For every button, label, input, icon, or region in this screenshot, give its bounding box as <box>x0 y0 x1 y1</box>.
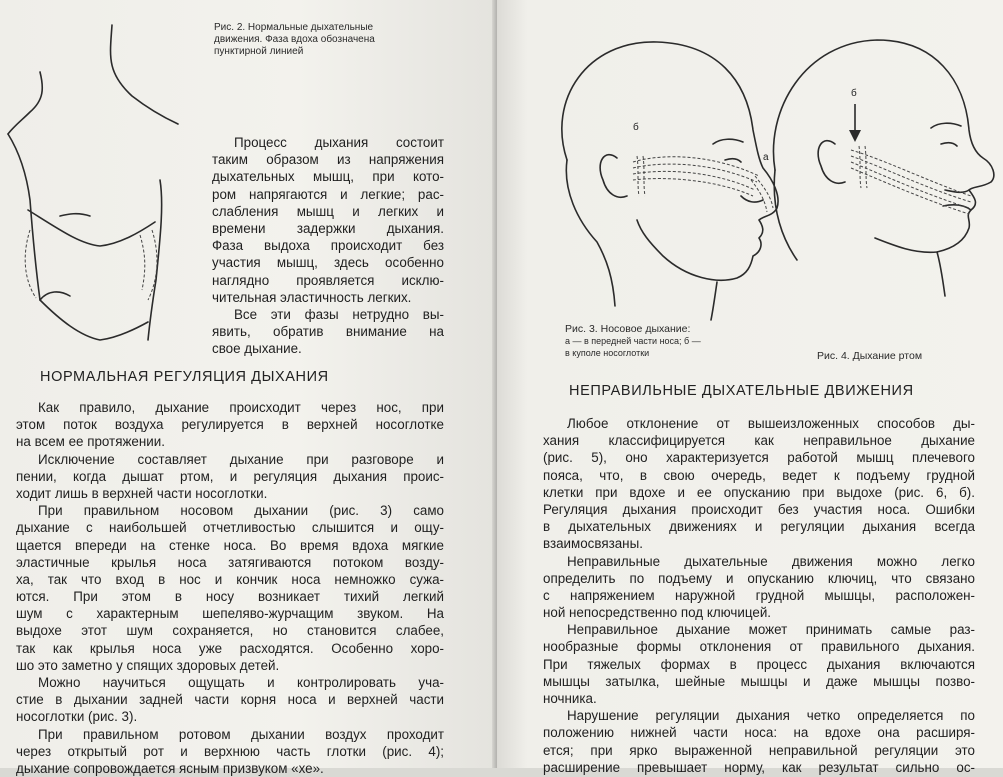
text-line: дыхание с наибольшей отчетливостью слышится и ощу- <box>16 520 444 536</box>
text-line: ются. При этом в носу возникает тихий легкий <box>16 589 444 605</box>
caption-line: пунктирной линией <box>214 46 304 57</box>
figure-3-caption <box>565 323 701 359</box>
text-line: ха, так что вход в нос и кончик носа немножко сужа- <box>16 571 444 587</box>
text-line: нообразные формы отклонения от правильного дыхания. <box>543 639 975 655</box>
text-line: эластичные крылья носа затягиваются потоком возду- <box>16 554 444 570</box>
text-line: Можно научиться ощущать и контролировать уча- <box>38 675 444 690</box>
figure-2-caption <box>214 22 375 58</box>
text-line: определить по подъему и опусканию ключиц, что связано <box>543 570 975 586</box>
text-line: расширение превышает норму, как результат сильно ос- <box>543 759 975 775</box>
caption-line: движения. Фаза вдоха обозначена <box>214 34 375 45</box>
text-line: времени задержки дыхания. <box>212 220 444 236</box>
figure-label-b: б <box>851 88 857 99</box>
text-line: через открытый рот и верхнюю часть глотки (рис. 4); <box>16 743 444 759</box>
text-line: в дыхательных движениях и регуляции дыхания всегда <box>543 519 975 535</box>
text-line: с напряжением наружной грудной мышцы, расположен- <box>543 587 975 603</box>
caption-line: Рис. 3. Носовое дыхание: <box>565 323 691 335</box>
caption-line: Рис. 2. Нормальные дыхательные <box>214 22 374 33</box>
section-heading: НОРМАЛЬНАЯ РЕГУЛЯЦИЯ ДЫХАНИЯ <box>40 369 329 385</box>
text-line: ной непосредственно под ключицей. <box>543 605 772 621</box>
text-line: При тяжелых формах в процесс дыхания включаются <box>543 656 975 672</box>
text-line: При правильном ротовом дыхании воздух проходит <box>38 726 444 742</box>
text-line: дыхание сопровождается ясным призвуком «хе». <box>16 760 324 776</box>
text-line: мышцы затылка, шейные мышцы и даже мышцы позво- <box>543 673 975 689</box>
intro-paragraph <box>212 134 444 357</box>
text-line: шо это заметно у спящих здоровых детей. <box>16 657 280 673</box>
text-line: таким образом из напряжения <box>212 152 444 168</box>
caption-line: а — в передней части носа; б — <box>565 336 701 346</box>
text-line: клетки при вдохе и ее опусканию при выдохе (рис. 6, б). <box>543 484 975 500</box>
figure-label-a: а <box>763 152 769 163</box>
left-page <box>0 0 497 776</box>
text-line: стие в дыхании задней части корня носа и верхней части <box>16 692 444 708</box>
text-line: (рис. 5), оно характеризуется работой мышц плечевого <box>543 450 975 466</box>
text-line: положению нижней части носа: на вдохе она расширя- <box>543 725 975 741</box>
section-heading: НЕПРАВИЛЬНЫЕ ДЫХАТЕЛЬНЫЕ ДВИЖЕНИЯ <box>569 383 914 399</box>
text-line: При правильном носовом дыхании (рис. 3) само <box>38 503 444 519</box>
text-line: Все эти фазы нетрудно вы- <box>234 306 444 322</box>
text-line: пояса, что, в свою очередь, ведет к подъему грудной <box>543 467 975 483</box>
figure-4-caption: Рис. 4. Дыхание ртом <box>817 350 923 362</box>
text-line: ходит лишь в верхней части носоглотки. <box>16 485 268 501</box>
text-line: ночника. <box>543 691 597 706</box>
text-line: шум с характерным шепеляво-журчащим звуком. На <box>16 606 444 622</box>
figure-label-b: б <box>633 122 639 133</box>
text-line: свое дыхание. <box>212 341 302 357</box>
text-line: носоглотки (рис. 3). <box>16 709 138 725</box>
text-line: щается впереди на стенке носа. Во время вдоха мягкие <box>16 537 444 553</box>
text-line: взаимосвязаны. <box>543 536 643 552</box>
right-page <box>497 0 1003 775</box>
text-line: ется; при ярко выраженной неправильной регуляции это <box>543 742 975 758</box>
text-line: Неправильное дыхание может принимать самые раз- <box>567 622 975 638</box>
body-text <box>543 415 975 776</box>
text-line: хания классифицируется как неправильное дыхание <box>543 433 975 449</box>
text-line: Исключение составляет дыхание при разговоре и <box>38 451 444 467</box>
text-line: пении, когда дышат ртом, и регуляция дыхания проис- <box>16 468 444 484</box>
figure-3-nasal-breathing-illustration <box>537 20 777 330</box>
text-line: наглядно проявляется исклю- <box>212 272 444 288</box>
text-line: Любое отклонение от вышеизложенных способов ды- <box>567 416 975 431</box>
caption-line: в куполе носоглотки <box>565 348 650 358</box>
text-line: этом поток воздуха регулируется в верхней носоглотке <box>16 417 444 433</box>
text-line: Регуляция дыхания происходит без участия носа. Ошибки <box>543 501 975 517</box>
text-line: явить, обратив внимание на <box>212 324 444 340</box>
body-text <box>16 399 444 777</box>
text-line: на всем ее протяжении. <box>16 434 165 450</box>
text-line: Как правило, дыхание происходит через нос, при <box>38 400 444 415</box>
text-line: выдохе этот шум сохраняется, но становится слабее, <box>16 623 444 639</box>
figure-4-mouth-breathing-illustration <box>765 20 1003 300</box>
text-line: слабления мышц и легких и <box>212 203 444 219</box>
text-line: участия мышц, здесь особенно <box>212 255 444 271</box>
text-line: Неправильные дыхательные движения можно легко <box>567 553 975 569</box>
text-line: чительная эластичность легких. <box>212 289 412 305</box>
text-line: Нарушение регуляции дыхания четко определяется по <box>567 708 975 724</box>
text-line: Процесс дыхания состоит <box>234 135 444 150</box>
text-line: Фаза выдоха происходит без <box>212 238 444 254</box>
figure-2-torso-illustration <box>0 0 200 360</box>
text-line: дыхательных мышц, при кото- <box>212 169 444 185</box>
text-line: ром напрягаются и легкие; рас- <box>212 186 444 202</box>
text-line: так как крылья носа уже расходятся. Особенно хоро- <box>16 640 444 656</box>
